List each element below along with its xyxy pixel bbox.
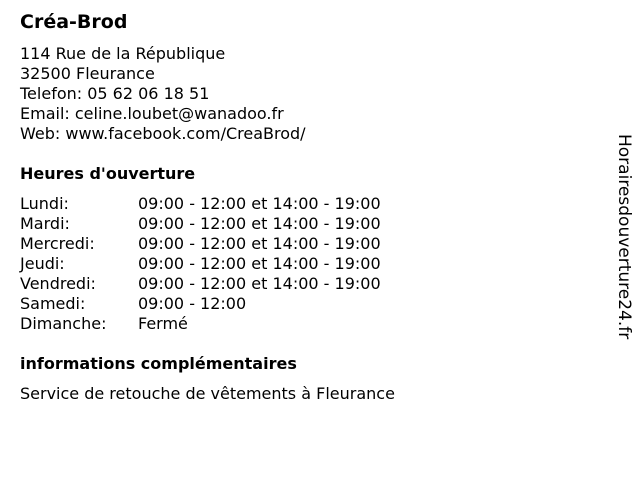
business-card (20, 10, 600, 404)
email-line[interactable]: Email: celine.loubet@wanadoo.fr (20, 104, 284, 123)
day-hours: Fermé (138, 314, 188, 333)
day-hours: 09:00 - 12:00 et 14:00 - 19:00 (138, 234, 381, 253)
day-label: Samedi: (20, 294, 86, 313)
address-street: 114 Rue de la République (20, 44, 226, 63)
phone-line[interactable]: Telefon: 05 62 06 18 51 (20, 84, 210, 103)
day-label: Dimanche: (20, 314, 107, 333)
day-label: Vendredi: (20, 274, 96, 293)
hours-row-monday (20, 194, 381, 214)
day-label: Mardi: (20, 214, 70, 233)
hours-row-tuesday (20, 214, 381, 234)
hours-row-thursday (20, 254, 381, 274)
day-label: Jeudi: (20, 254, 65, 273)
day-hours: 09:00 - 12:00 et 14:00 - 19:00 (138, 274, 381, 293)
day-hours: 09:00 - 12:00 (138, 294, 247, 313)
web-line[interactable]: Web: www.facebook.com/CreaBrod/ (20, 124, 306, 143)
hours-row-wednesday (20, 234, 381, 254)
additional-info-text: Service de retouche de vêtements à Fleurance (20, 384, 395, 403)
day-hours: 09:00 - 12:00 et 14:00 - 19:00 (138, 194, 381, 213)
hours-row-friday (20, 274, 381, 294)
hours-row-saturday (20, 294, 381, 314)
address-city: 32500 Fleurance (20, 64, 155, 83)
day-hours: 09:00 - 12:00 et 14:00 - 19:00 (138, 254, 381, 273)
day-label: Lundi: (20, 194, 69, 213)
opening-hours-heading: Heures d'ouverture (20, 164, 196, 183)
contact-block (20, 44, 600, 144)
additional-info-heading: informations complémentaires (20, 354, 297, 373)
site-watermark: Horairesdouverture24.fr (614, 134, 634, 340)
day-label: Mercredi: (20, 234, 95, 253)
hours-row-sunday (20, 314, 381, 334)
business-name: Créa-Brod (20, 11, 128, 33)
opening-hours-table (20, 194, 381, 334)
day-hours: 09:00 - 12:00 et 14:00 - 19:00 (138, 214, 381, 233)
